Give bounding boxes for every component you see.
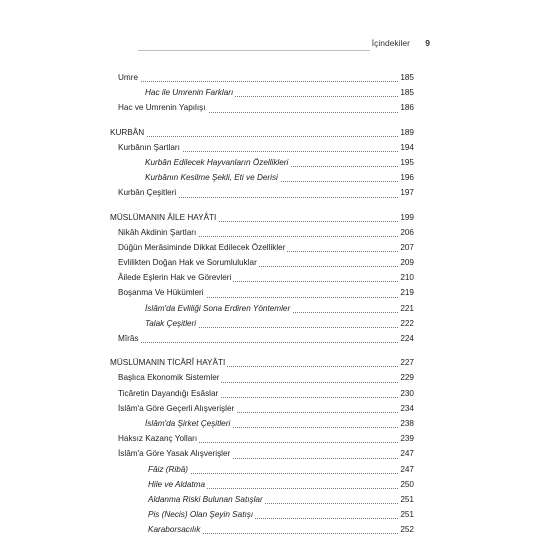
toc-entry-page: 251 bbox=[398, 492, 414, 507]
toc-entry-page: 227 bbox=[398, 355, 414, 370]
toc-entry[interactable] bbox=[110, 507, 414, 522]
toc-entry-page: 185 bbox=[398, 70, 414, 85]
toc-entry[interactable] bbox=[110, 100, 414, 115]
dot-leader bbox=[118, 342, 414, 343]
toc-entry[interactable] bbox=[110, 140, 414, 155]
toc-entry-page: 210 bbox=[398, 270, 414, 285]
toc-entry[interactable] bbox=[110, 70, 414, 85]
header-title: İçindekiler bbox=[371, 38, 410, 48]
toc-entry-page: 250 bbox=[398, 477, 414, 492]
toc-entry-page: 239 bbox=[398, 431, 414, 446]
toc-entry-page: 247 bbox=[398, 462, 414, 477]
toc-entry[interactable] bbox=[110, 386, 414, 401]
toc-entry-label: MÜSLÜMANIN TİCÂRÎ HAYÂTI bbox=[110, 355, 227, 370]
toc-entry[interactable] bbox=[110, 431, 414, 446]
toc-entry-label: İslâm'da Evliliği Sona Erdiren Yöntemler bbox=[145, 301, 292, 316]
toc-entry[interactable] bbox=[110, 240, 414, 255]
toc-entry-page: 221 bbox=[398, 301, 414, 316]
toc-entry-page: 247 bbox=[398, 446, 414, 461]
toc-entry-page: 207 bbox=[398, 240, 414, 255]
toc-entry[interactable] bbox=[110, 255, 414, 270]
toc-entry-label: Hac ve Umrenin Yapılışı bbox=[118, 100, 208, 115]
toc-entry-page: 195 bbox=[398, 155, 414, 170]
toc-entry-label: Boşanma Ve Hükümleri bbox=[118, 285, 206, 300]
section-gap bbox=[110, 116, 414, 125]
toc-entry[interactable] bbox=[110, 522, 414, 537]
section-gap bbox=[110, 346, 414, 355]
toc-entry[interactable] bbox=[110, 155, 414, 170]
toc-entry-page: 186 bbox=[398, 100, 414, 115]
toc-entry-page: 209 bbox=[398, 255, 414, 270]
dot-leader bbox=[118, 81, 414, 82]
toc-entry-page: 185 bbox=[398, 85, 414, 100]
toc-entry-label: Hac ile Umrenin Farkları bbox=[145, 85, 235, 100]
toc-entry[interactable] bbox=[110, 477, 414, 492]
toc-entry[interactable] bbox=[110, 416, 414, 431]
toc-entry[interactable] bbox=[110, 285, 414, 300]
toc-entry-page: 251 bbox=[398, 507, 414, 522]
toc-entry-label: Fâiz (Ribâ) bbox=[148, 462, 190, 477]
toc-entry-label: Âilede Eşlerin Hak ve Görevleri bbox=[118, 270, 233, 285]
toc-entry-label: Kurbânın Kesilme Şekli, Eti ve Derisi bbox=[145, 170, 280, 185]
toc-entry-label: İslâm'a Göre Geçerli Alışverişler bbox=[118, 401, 236, 416]
toc-entry[interactable] bbox=[110, 492, 414, 507]
toc-entry-label: Kurbânın Şartları bbox=[118, 140, 182, 155]
toc-section-entry[interactable] bbox=[110, 210, 414, 225]
toc-entry-label: Düğün Merâsiminde Dikkat Edilecek Özellikler bbox=[118, 240, 287, 255]
toc-section-entry[interactable] bbox=[110, 125, 414, 140]
toc-entry-label: Karaborsacılık bbox=[148, 522, 202, 537]
toc-entry-label: Kurbân Edilecek Hayvanların Özellikleri bbox=[145, 155, 290, 170]
toc-entry-page: 206 bbox=[398, 225, 414, 240]
toc-entry-page: 230 bbox=[398, 386, 414, 401]
toc-entry-page: 194 bbox=[398, 140, 414, 155]
toc-entry-label: Aldanma Riski Bulunan Satışlar bbox=[148, 492, 265, 507]
toc-entry[interactable] bbox=[110, 446, 414, 461]
toc-entry-label: Ticâretin Dayandığı Esâslar bbox=[118, 386, 220, 401]
section-gap bbox=[110, 201, 414, 210]
toc-entry-page: 238 bbox=[398, 416, 414, 431]
toc-entry-label: İslâm'a Göre Yasak Alışverişler bbox=[118, 446, 232, 461]
header-rule bbox=[138, 50, 370, 51]
toc-entry-label: Başlıca Ekonomik Sistemler bbox=[118, 370, 221, 385]
dot-leader bbox=[110, 136, 414, 137]
toc-entry-page: 229 bbox=[398, 370, 414, 385]
toc-entry[interactable] bbox=[110, 170, 414, 185]
toc-entry[interactable] bbox=[110, 301, 414, 316]
toc-entry-page: 252 bbox=[398, 522, 414, 537]
toc-section-entry[interactable] bbox=[110, 355, 414, 370]
toc-entry-label: Evlilikten Doğan Hak ve Sorumluluklar bbox=[118, 255, 259, 270]
toc-entry-label: Nikâh Akdinin Şartları bbox=[118, 225, 198, 240]
toc-entry-page: 199 bbox=[398, 210, 414, 225]
running-header bbox=[138, 38, 430, 52]
toc-entry-label: Kurbân Çeşitleri bbox=[118, 185, 178, 200]
toc-entry-label: Umre bbox=[118, 70, 140, 85]
toc-entry[interactable] bbox=[110, 85, 414, 100]
toc-entry[interactable] bbox=[110, 270, 414, 285]
toc-entry-page: 197 bbox=[398, 185, 414, 200]
toc-entry-page: 234 bbox=[398, 401, 414, 416]
toc-entry-label: Talak Çeşitleri bbox=[145, 316, 198, 331]
toc-entry[interactable] bbox=[110, 401, 414, 416]
toc-entry[interactable] bbox=[110, 331, 414, 346]
toc-entry[interactable] bbox=[110, 370, 414, 385]
toc-entry-label: KURBÂN bbox=[110, 125, 146, 140]
toc-entry-label: MÜSLÜMANIN ÂİLE HAYÂTI bbox=[110, 210, 218, 225]
toc-entry[interactable] bbox=[110, 225, 414, 240]
toc-entry[interactable] bbox=[110, 462, 414, 477]
toc-entry-label: Hile ve Aldatma bbox=[148, 477, 207, 492]
toc-entry-page: 196 bbox=[398, 170, 414, 185]
toc-entry-label: Pis (Necis) Olan Şeyin Satışı bbox=[148, 507, 255, 522]
table-of-contents bbox=[110, 70, 414, 537]
toc-entry-page: 219 bbox=[398, 285, 414, 300]
toc-entry-label: Mîrâs bbox=[118, 331, 140, 346]
toc-entry-page: 189 bbox=[398, 125, 414, 140]
toc-entry[interactable] bbox=[110, 316, 414, 331]
header-page-number: 9 bbox=[425, 38, 430, 48]
toc-entry-label: Haksız Kazanç Yolları bbox=[118, 431, 199, 446]
toc-entry-label: İslâm'da Şirket Çeşitleri bbox=[145, 416, 232, 431]
toc-entry-page: 224 bbox=[398, 331, 414, 346]
toc-entry-page: 222 bbox=[398, 316, 414, 331]
toc-entry[interactable] bbox=[110, 185, 414, 200]
